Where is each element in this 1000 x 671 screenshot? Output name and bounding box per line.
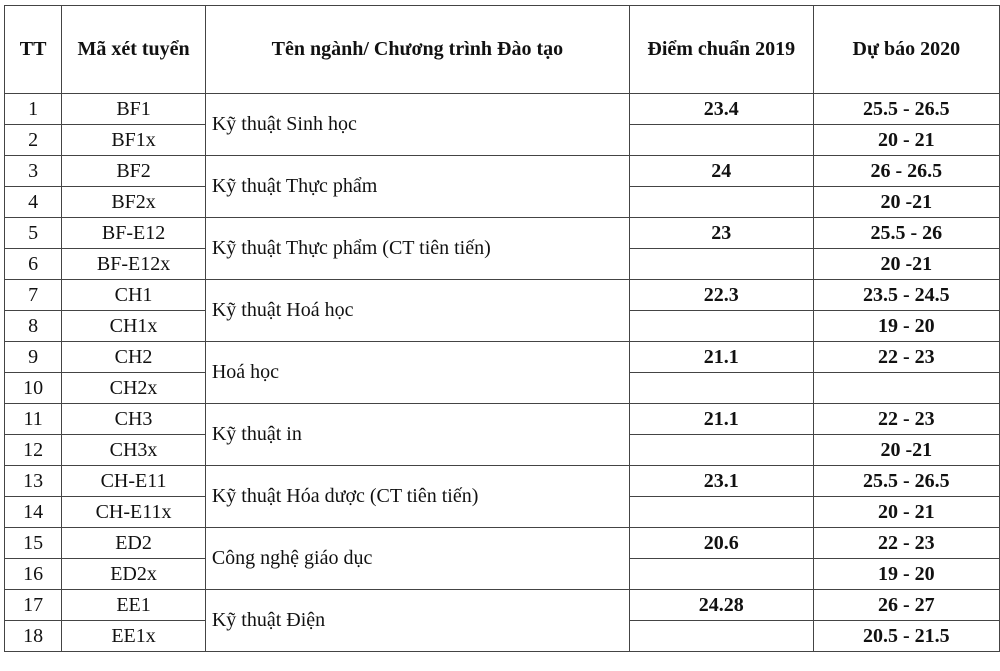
program-name: Công nghệ giáo dục (205, 528, 629, 590)
header-forecast-2020: Dự báo 2020 (813, 6, 999, 94)
forecast-2020: 20 -21 (813, 249, 999, 280)
score-2019: 23.1 (629, 466, 813, 497)
forecast-2020: 25.5 - 26.5 (813, 94, 999, 125)
score-2019: 24 (629, 156, 813, 187)
program-name: Kỹ thuật Hoá học (205, 280, 629, 342)
program-name: Hoá học (205, 342, 629, 404)
admission-scores-table (4, 5, 1000, 652)
admission-code: CH-E11x (62, 497, 206, 528)
forecast-2020: 25.5 - 26 (813, 218, 999, 249)
row-number: 18 (5, 621, 62, 652)
score-2019 (629, 187, 813, 218)
row-number: 12 (5, 435, 62, 466)
row-number: 1 (5, 94, 62, 125)
header-row (5, 6, 1000, 94)
admission-code: CH1x (62, 311, 206, 342)
admission-code: BF1x (62, 125, 206, 156)
score-2019: 23.4 (629, 94, 813, 125)
table-row (5, 156, 1000, 187)
row-number: 16 (5, 559, 62, 590)
header-tt: TT (5, 6, 62, 94)
row-number: 7 (5, 280, 62, 311)
table-body (5, 94, 1000, 652)
row-number: 15 (5, 528, 62, 559)
admission-code: CH-E11 (62, 466, 206, 497)
admission-code: EE1x (62, 621, 206, 652)
table-row (5, 218, 1000, 249)
program-name: Kỹ thuật in (205, 404, 629, 466)
score-2019: 22.3 (629, 280, 813, 311)
row-number: 5 (5, 218, 62, 249)
program-name: Kỹ thuật Thực phẩm (205, 156, 629, 218)
forecast-2020: 26 - 26.5 (813, 156, 999, 187)
admission-code: BF1 (62, 94, 206, 125)
header-code: Mã xét tuyển (62, 6, 206, 94)
program-name: Kỹ thuật Hóa dược (CT tiên tiến) (205, 466, 629, 528)
score-2019 (629, 497, 813, 528)
admission-code: CH3 (62, 404, 206, 435)
forecast-2020: 23.5 - 24.5 (813, 280, 999, 311)
admission-code: CH2 (62, 342, 206, 373)
row-number: 14 (5, 497, 62, 528)
forecast-2020: 20.5 - 21.5 (813, 621, 999, 652)
header-program: Tên ngành/ Chương trình Đào tạo (205, 6, 629, 94)
program-name: Kỹ thuật Thực phẩm (CT tiên tiến) (205, 218, 629, 280)
admission-code: BF-E12 (62, 218, 206, 249)
admission-code: EE1 (62, 590, 206, 621)
table-row (5, 94, 1000, 125)
row-number: 6 (5, 249, 62, 280)
admission-code: BF-E12x (62, 249, 206, 280)
row-number: 8 (5, 311, 62, 342)
forecast-2020: 20 -21 (813, 187, 999, 218)
admission-code: ED2 (62, 528, 206, 559)
row-number: 11 (5, 404, 62, 435)
score-2019: 23 (629, 218, 813, 249)
score-2019: 20.6 (629, 528, 813, 559)
forecast-2020: 26 - 27 (813, 590, 999, 621)
table-row (5, 466, 1000, 497)
score-2019 (629, 249, 813, 280)
admission-code: CH1 (62, 280, 206, 311)
forecast-2020: 19 - 20 (813, 311, 999, 342)
score-2019 (629, 435, 813, 466)
admission-code: ED2x (62, 559, 206, 590)
forecast-2020: 19 - 20 (813, 559, 999, 590)
row-number: 13 (5, 466, 62, 497)
table-row (5, 404, 1000, 435)
score-2019 (629, 311, 813, 342)
row-number: 9 (5, 342, 62, 373)
forecast-2020: 20 -21 (813, 435, 999, 466)
program-name: Kỹ thuật Sinh học (205, 94, 629, 156)
score-2019: 24.28 (629, 590, 813, 621)
score-2019 (629, 125, 813, 156)
admission-code: CH3x (62, 435, 206, 466)
table-row (5, 528, 1000, 559)
row-number: 3 (5, 156, 62, 187)
row-number: 4 (5, 187, 62, 218)
row-number: 17 (5, 590, 62, 621)
row-number: 2 (5, 125, 62, 156)
forecast-2020: 25.5 - 26.5 (813, 466, 999, 497)
admission-code: BF2 (62, 156, 206, 187)
score-2019: 21.1 (629, 342, 813, 373)
score-2019: 21.1 (629, 404, 813, 435)
forecast-2020: 22 - 23 (813, 342, 999, 373)
score-2019 (629, 559, 813, 590)
admission-code: CH2x (62, 373, 206, 404)
score-2019 (629, 621, 813, 652)
forecast-2020: 22 - 23 (813, 528, 999, 559)
program-name: Kỹ thuật Điện (205, 590, 629, 652)
admission-code: BF2x (62, 187, 206, 218)
forecast-2020: 22 - 23 (813, 404, 999, 435)
table-row (5, 342, 1000, 373)
table-row (5, 590, 1000, 621)
forecast-2020: 20 - 21 (813, 497, 999, 528)
score-2019 (629, 373, 813, 404)
table-row (5, 280, 1000, 311)
header-score-2019: Điểm chuẩn 2019 (629, 6, 813, 94)
row-number: 10 (5, 373, 62, 404)
forecast-2020 (813, 373, 999, 404)
forecast-2020: 20 - 21 (813, 125, 999, 156)
